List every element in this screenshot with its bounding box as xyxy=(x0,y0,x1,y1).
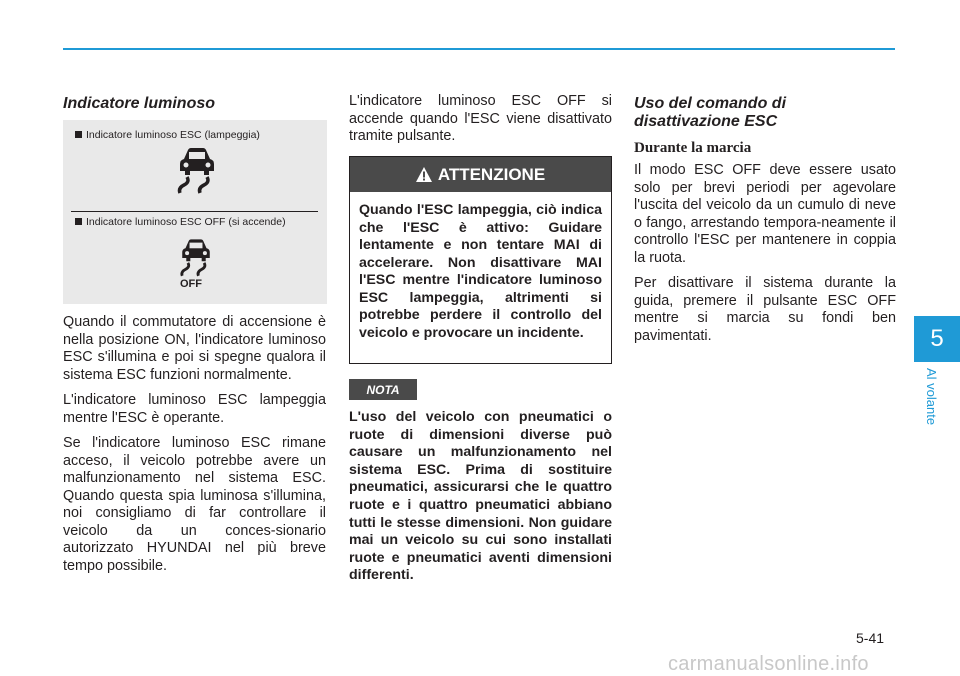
note-label: NOTA xyxy=(349,379,417,400)
section-heading-line2: disattivazione ESC xyxy=(634,113,778,130)
chapter-tab: 5 xyxy=(914,316,960,362)
right-column xyxy=(634,95,896,353)
header-rule xyxy=(63,48,895,50)
middle-intro: L'indicatore luminoso ESC OFF si accende quando l'ESC viene disattivato tramite pulsante. xyxy=(349,93,612,144)
paragraph: L'indicatore luminoso ESC lampeggia mentre l'ESC è operante. xyxy=(63,392,326,426)
warning-box xyxy=(349,156,612,364)
paragraph: Per disattivare il sistema durante la guida, premere il pulsante ESC OFF mentre si marcia su fondi ben pavimentati. xyxy=(634,275,896,344)
subheading: Durante la marcia xyxy=(634,140,752,156)
paragraph: Se l'indicatore luminoso ESC rimane acceso, il veicolo potrebbe avere un malfunzionamento nel sistema ESC. Quando questa spia luminosa s'illumina, noi consigliamo di far controllare il veicolo da un conces-sionario autorizzato HYUNDAI nel più breve tempo possibile. xyxy=(63,435,326,574)
paragraph: Quando il commutatore di accensione è nella posizione ON, l'indicatore luminoso ESC s'illumina e poi si spegne qualora il sistema ESC funzioni normalmente. xyxy=(63,314,326,383)
paragraph: Il modo ESC OFF deve essere usato solo per brevi periodi per agevolare l'uscita del veicolo da un cumulo di neve o fango, arrestando tempora-neamente il controllo l'ESC per mantenere in coppia la ruota. xyxy=(634,162,896,266)
esc-off-indicator-icon xyxy=(179,238,213,278)
figure-caption-flashing: Indicatore luminoso ESC (lampeggia) xyxy=(75,129,260,141)
warning-text: Quando l'ESC lampeggia, ciò indica che l'ESC è attivo: Guidare lentamente e non tentare MAI di accelerare. Non disattivare MAI l'ESC mentre l'indicatore luminoso ESC lampeggia, altrimenti si potrebbe perdere il controllo del veicolo e provocare un incidente. xyxy=(359,202,602,341)
off-label: OFF xyxy=(180,278,202,290)
bullet-square-icon xyxy=(75,131,82,138)
warning-header xyxy=(350,157,611,192)
watermark: carmanualsonline.info xyxy=(668,653,869,675)
esc-indicator-icon xyxy=(176,147,218,195)
indicator-figure xyxy=(63,120,327,304)
figure-caption-off: Indicatore luminoso ESC OFF (si accende) xyxy=(75,216,286,228)
warning-title: ATTENZIONE xyxy=(437,164,546,184)
section-heading: Indicatore luminoso xyxy=(63,95,216,112)
page-number: 5-41 xyxy=(856,630,885,646)
note-text: L'uso del veicolo con pneumatici o ruote di dimensioni diverse può causare un malfunzionamento nel sistema ESC. Prima di sostituire pneumatici, assicurarsi che le quattro ruote e i quattro pneumatici abbiano tutti le stesse dimensioni. Non guidare mai un veicolo su cui sono installati ruote e pneumatici aventi dimensioni differenti. xyxy=(349,409,612,584)
chapter-label: Al volante xyxy=(924,368,939,426)
left-body xyxy=(63,314,326,583)
figure-divider xyxy=(71,211,318,212)
warning-triangle-icon xyxy=(416,167,432,182)
section-heading-line1: Uso del comando di xyxy=(634,95,787,112)
bullet-square-icon xyxy=(75,218,82,225)
